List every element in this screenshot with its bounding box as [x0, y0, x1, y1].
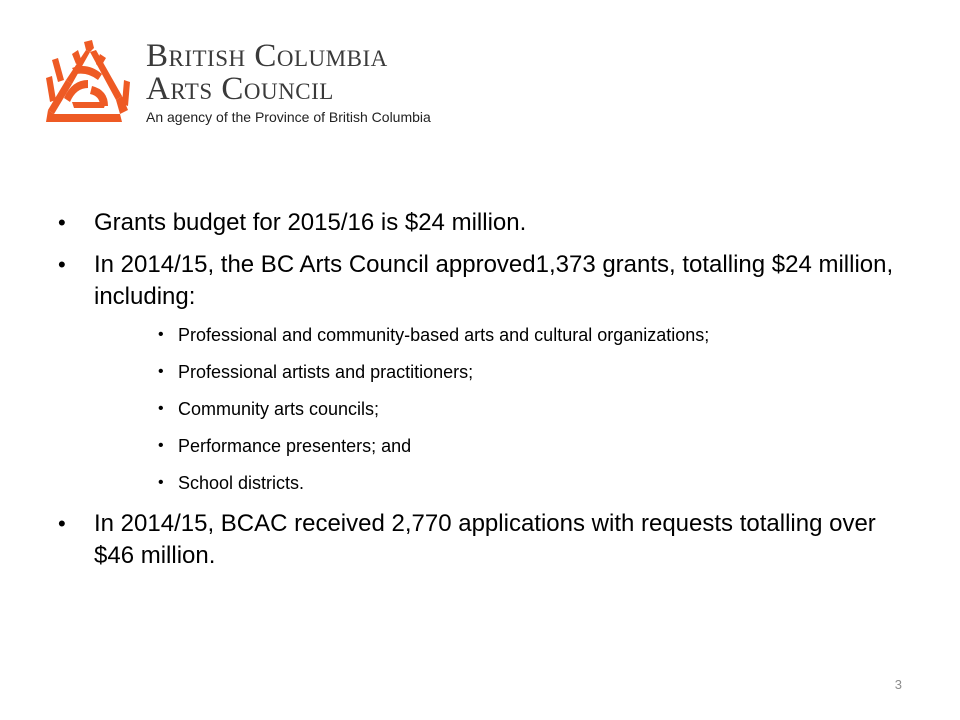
- sub-bullet-arts-councils: • Community arts councils;: [58, 397, 918, 421]
- bullet-grants-approved: • In 2014/15, the BC Arts Council approved1,373 grants, totalling $24 million, including:: [58, 249, 918, 313]
- sub-bullet-school-districts: • School districts.: [58, 471, 918, 495]
- sub-bullet-presenters: • Performance presenters; and: [58, 434, 918, 458]
- bullet-budget: • Grants budget for 2015/16 is $24 million.: [58, 207, 918, 239]
- logo-title-line1: British Columbia: [146, 38, 388, 74]
- sub-bullet-list: [58, 323, 918, 495]
- page-number: 3: [894, 677, 902, 692]
- sub-bullet-artists: • Professional artists and practitioners;: [58, 360, 918, 384]
- sub-bullet-organizations: • Professional and community-based arts and cultural organizations;: [58, 323, 918, 347]
- logo-text: [146, 40, 466, 126]
- bc-arts-council-logo: [42, 40, 462, 130]
- logo-mark-icon: [42, 40, 132, 126]
- logo-tagline: An agency of the Province of British Columbia: [146, 109, 431, 125]
- logo-title-line2: Arts Council: [146, 71, 334, 107]
- bullet-applications: • In 2014/15, BCAC received 2,770 applications with requests totalling over $46 million.: [58, 508, 918, 572]
- bullet-list: [58, 207, 918, 582]
